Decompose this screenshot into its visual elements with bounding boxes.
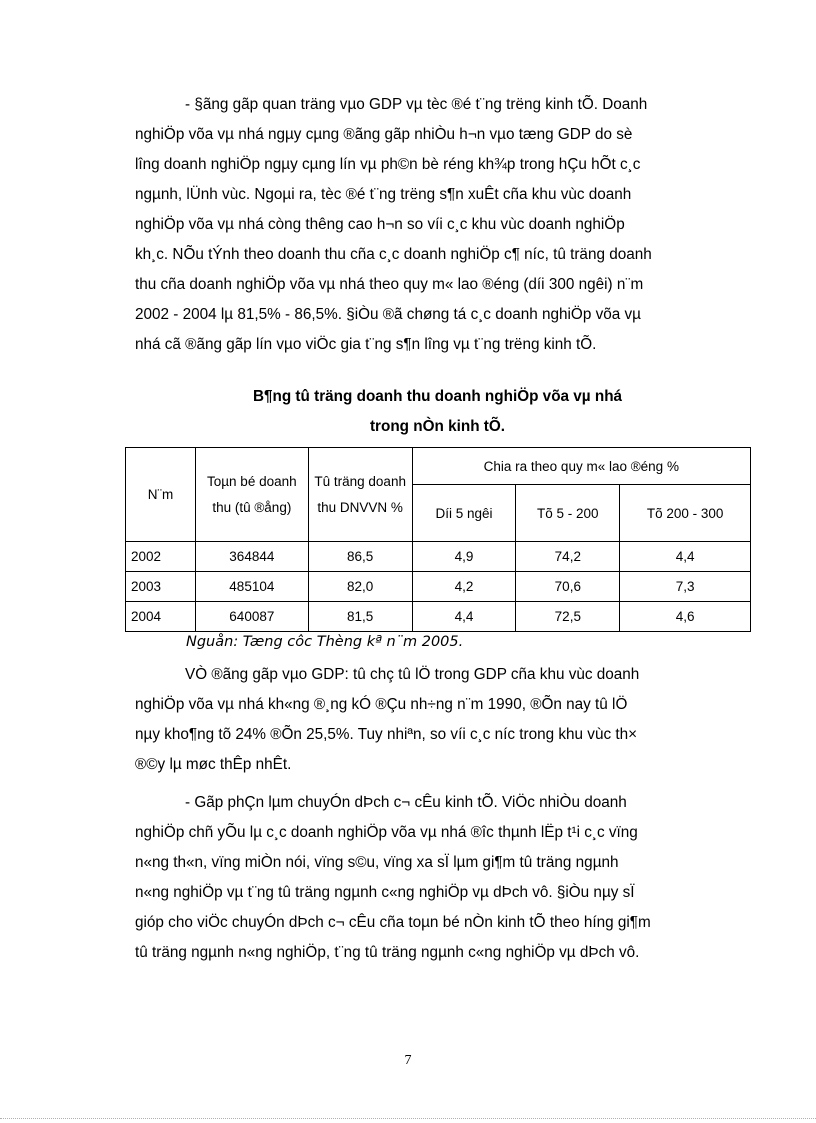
header-sme-share: Tû träng doanh thu DNVVN %	[308, 448, 412, 542]
cell-5-200: 74,2	[516, 542, 620, 572]
cell-share: 82,0	[308, 572, 412, 602]
text-line: n«ng nghiÖp vµ t¨ng tû träng ngµnh c«ng nghiÖp vµ dÞch vô. §iÒu nµy sÏ	[135, 884, 635, 901]
text-line: - §ãng gãp quan träng vµo GDP vµ tèc ®é t¨ng trëng kinh tÕ. Doanh	[185, 96, 648, 113]
table-source-note: Nguån: Tæng côc Thèng kª n¨m 2005.	[186, 634, 464, 650]
text-line: thu cña doanh nghiÖp võa vµ nhá theo quy m« lao ®éng (díi 300 ngêi) n¨m	[135, 276, 644, 293]
cell-year: 2002	[126, 542, 196, 572]
text-line: nghiÖp võa vµ nhá kh«ng ®¸ng kÓ ®Çu nh÷ng n¨m 1990, ®Õn nay tû lÖ	[135, 696, 628, 713]
table-row	[126, 572, 751, 602]
cell-total: 364844	[195, 542, 308, 572]
cell-total: 485104	[195, 572, 308, 602]
text-line: nghiÖp võa vµ nhá còng thêng cao h¬n so víi c¸c khu vùc doanh nghiÖp	[135, 216, 625, 233]
text-line: nµy kho¶ng tõ 24% ®Õn 25,5%. Tuy nhiªn, so víi c¸c níc trong khu vùc th×	[135, 726, 638, 743]
text-line: VÒ ®ãng gãp vµo GDP: tû chç tû lÖ trong GDP cña khu vùc doanh	[185, 666, 640, 683]
cell-total: 640087	[195, 602, 308, 632]
header-5-200: Tõ 5 - 200	[516, 485, 620, 542]
text-line: ®©y lµ møc thÊp nhÊt.	[135, 756, 292, 773]
cell-200-300: 7,3	[620, 572, 751, 602]
header-year: N¨m	[126, 448, 196, 542]
text-line: gióp cho viÖc chuyÓn dÞch c¬ cÊu cña toµn bé nÒn kinh tÕ theo híng gi¶m	[135, 914, 651, 931]
cell-share: 86,5	[308, 542, 412, 572]
text-line: ngµnh, lÜnh vùc. Ngoµi ra, tèc ®é t¨ng trëng s¶n xuÊt cña khu vùc doanh	[135, 186, 632, 203]
text-line: nghiÖp võa vµ nhá ngµy cµng ®ãng gãp nhiÒu h¬n vµo tæng GDP do sè	[135, 126, 633, 143]
table-row	[126, 542, 751, 572]
paragraph-2	[135, 660, 740, 780]
table-row	[126, 602, 751, 632]
cell-year: 2003	[126, 572, 196, 602]
text-line: nhá cã ®ãng gãp lín vµo viÖc gia t¨ng s¶n lîng vµ t¨ng trëng kinh tÕ.	[135, 336, 597, 353]
cell-under-5: 4,4	[412, 602, 516, 632]
table-title-line-2: trong nÒn kinh tÕ.	[369, 418, 506, 435]
text-line: 2002 - 2004 lµ 81,5% - 86,5%. §iÒu ®ã chøng tá c¸c doanh nghiÖp võa vµ	[135, 306, 641, 323]
text-line: nghiÖp chñ yÕu lµ c¸c doanh nghiÖp võa vµ nhá ®îc thµnh lËp t¹i c¸c vïng	[135, 824, 638, 841]
cell-200-300: 4,6	[620, 602, 751, 632]
header-split-by-size: Chia ra theo quy m« lao ®éng %	[412, 448, 750, 485]
cell-200-300: 4,4	[620, 542, 751, 572]
paragraph-1	[135, 90, 740, 360]
revenue-share-table	[125, 447, 751, 632]
cell-year: 2004	[126, 602, 196, 632]
text-line: - Gãp phÇn lµm chuyÓn dÞch c¬ cÊu kinh tÕ. ViÖc nhiÒu doanh	[185, 794, 627, 811]
cell-under-5: 4,9	[412, 542, 516, 572]
cell-5-200: 72,5	[516, 602, 620, 632]
header-200-300: Tõ 200 - 300	[620, 485, 751, 542]
cell-5-200: 70,6	[516, 572, 620, 602]
footer-divider	[0, 1118, 816, 1119]
cell-under-5: 4,2	[412, 572, 516, 602]
cell-share: 81,5	[308, 602, 412, 632]
header-under-5: Díi 5 ngêi	[412, 485, 516, 542]
table-title-line-1: B¶ng tû träng doanh thu doanh nghiÖp võa vµ nhá	[252, 388, 623, 405]
text-line: kh¸c. NÕu tÝnh theo doanh thu cña c¸c doanh nghiÖp c¶ níc, tû träng doanh	[135, 246, 652, 263]
text-line: n«ng th«n, vïng miÒn nói, vïng s©u, vïng xa sÏ lµm gi¶m tû träng ngµnh	[135, 854, 619, 871]
header-total-revenue: Toµn bé doanh thu (tû ®ång)	[195, 448, 308, 542]
page-number: 7	[404, 1053, 412, 1068]
text-line: tû träng ngµnh n«ng nghiÖp, t¨ng tû träng ngµnh c«ng nghiÖp vµ dÞch vô.	[135, 944, 640, 961]
paragraph-3	[135, 788, 740, 968]
text-line: lîng doanh nghiÖp ngµy cµng lín vµ ph©n bè réng kh¾p trong hÇu hÕt c¸c	[135, 156, 641, 173]
